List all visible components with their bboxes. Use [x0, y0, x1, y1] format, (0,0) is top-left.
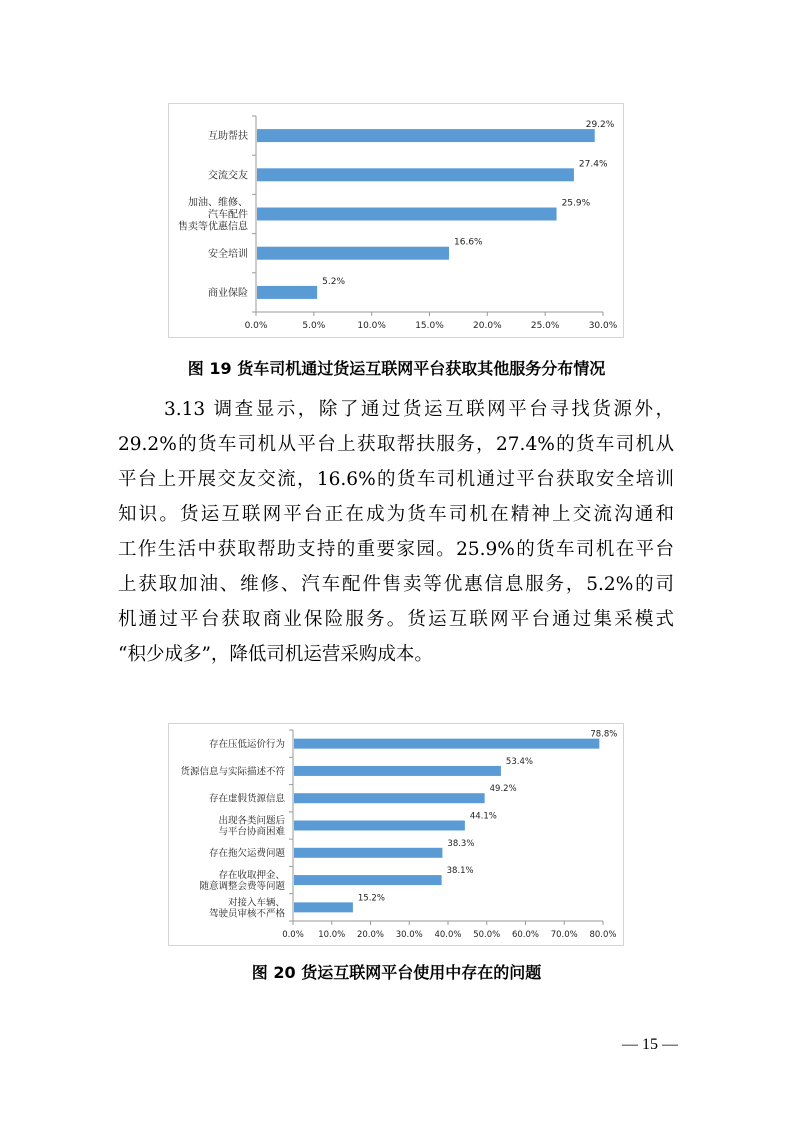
x-tick-label: 40.0% — [434, 930, 462, 940]
x-tick-label: 80.0% — [589, 930, 617, 940]
category-label: 售卖等优惠信息 — [178, 221, 248, 233]
bar — [294, 739, 599, 749]
x-tick-label: 60.0% — [511, 930, 540, 940]
x-tick-label: 0.0% — [282, 930, 304, 940]
chart-20-svg — [169, 724, 623, 945]
paragraph-line: 工作生活中获取帮助支持的重要家园。25.9%的货车司机在平台 — [118, 539, 674, 560]
paragraph-line: 知识。货运互联网平台正在成为货车司机在精神上交流沟通和 — [118, 504, 674, 525]
x-tick-label: 70.0% — [550, 930, 578, 940]
data-label: 38.3% — [447, 838, 475, 849]
category-label: 对接入车辆、 — [227, 897, 285, 909]
category-label: 安全培训 — [208, 248, 248, 260]
paragraph-line: 平台上开展交友交流，16.6%的货车司机通过平台获取安全培训 — [118, 469, 674, 490]
x-tick-label: 15.0% — [415, 321, 444, 331]
data-label: 78.8% — [590, 729, 618, 740]
x-tick-label: 5.0% — [302, 321, 326, 331]
x-tick-label: 20.0% — [473, 321, 502, 331]
bar — [294, 875, 442, 885]
figure-19-caption: 图 19 货车司机通过货运互联网平台获取其他服务分布情况 — [187, 359, 606, 378]
category-label: 加油、维修、 — [188, 197, 248, 209]
paragraph-line: “积少成多”，降低司机运营采购成本。 — [118, 644, 433, 665]
bar — [294, 821, 465, 831]
x-tick-label: 10.0% — [318, 930, 346, 940]
bar — [257, 247, 449, 260]
data-label: 15.2% — [357, 893, 385, 904]
bar — [257, 208, 557, 221]
category-label: 互助帮扶 — [208, 131, 248, 143]
body-paragraph — [118, 392, 674, 672]
category-label: 随意调整会费等问题 — [199, 880, 285, 892]
data-label: 38.1% — [446, 866, 474, 877]
data-label: 29.2% — [585, 120, 615, 131]
category-label: 商业保险 — [208, 288, 248, 299]
data-label: 5.2% — [322, 276, 346, 287]
paragraph-line: 上获取加油、维修、汽车配件售卖等优惠信息服务，5.2%的司 — [118, 574, 674, 595]
category-label: 存在收取押金、 — [218, 869, 285, 881]
x-tick-label: 30.0% — [588, 321, 618, 331]
figure-20-caption: 图 20 货运互联网平台使用中存在的问题 — [251, 963, 542, 982]
category-label: 出现各类问题后 — [218, 815, 285, 827]
data-label: 27.4% — [578, 159, 608, 170]
bar — [294, 902, 353, 912]
paragraph-line: 机通过平台获取商业保险服务。货运互联网平台通过集采模式 — [118, 609, 674, 630]
chart-19-svg — [169, 104, 623, 337]
category-label: 存在拖欠运费问题 — [208, 848, 285, 860]
x-tick-label: 25.0% — [530, 321, 560, 331]
data-label: 16.6% — [454, 237, 483, 248]
data-label: 44.1% — [469, 811, 497, 822]
category-label: 交流交友 — [208, 170, 248, 182]
category-label: 货源信息与实际描述不符 — [180, 766, 285, 778]
category-label: 汽车配件 — [208, 209, 248, 221]
category-label: 存在虚假货源信息 — [208, 793, 285, 805]
bar — [257, 286, 317, 299]
bar — [257, 129, 595, 142]
category-label: 与平台协商困难 — [218, 826, 285, 838]
x-tick-label: 20.0% — [356, 930, 385, 940]
data-label: 53.4% — [505, 756, 533, 767]
category-label: 存在压低运价行为 — [208, 739, 285, 751]
bar — [294, 766, 501, 776]
bar — [294, 793, 485, 803]
x-tick-label: 10.0% — [357, 321, 386, 331]
paragraph-line: 29.2%的货车司机从平台上获取帮扶服务，27.4%的货车司机从 — [118, 434, 674, 455]
chart-figure-19 — [168, 103, 624, 338]
data-label: 25.9% — [561, 198, 591, 209]
bar — [294, 848, 442, 858]
x-tick-label: 50.0% — [473, 930, 501, 940]
data-label: 49.2% — [489, 784, 517, 795]
x-tick-label: 30.0% — [395, 930, 423, 940]
x-tick-label: 0.0% — [244, 321, 268, 331]
chart-figure-20 — [168, 723, 624, 946]
paragraph-line: 3.13 调查显示，除了通过货运互联网平台寻找货源外， — [164, 399, 674, 420]
bar — [257, 168, 574, 181]
category-label: 驾驶员审核不严格 — [208, 908, 285, 920]
page-number: — 15 — — [622, 1036, 678, 1053]
